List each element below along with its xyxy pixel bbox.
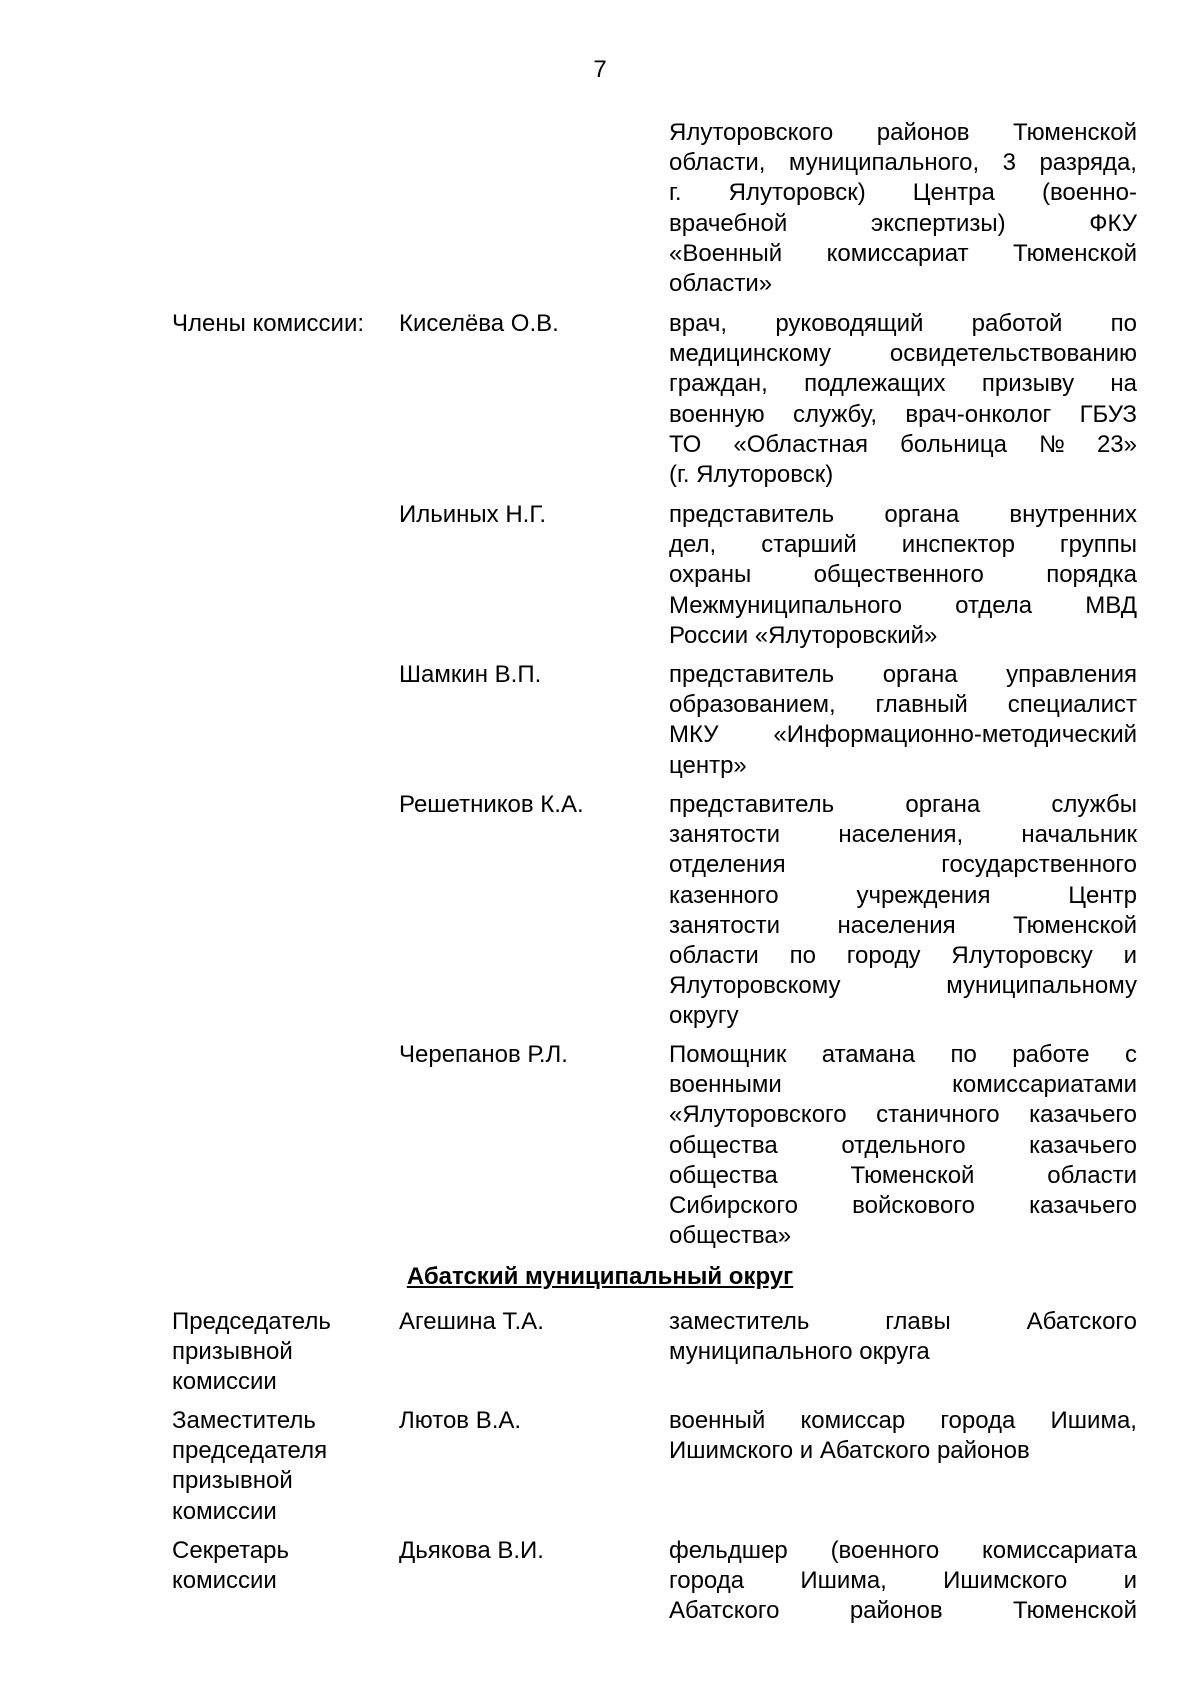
desc-line: фельдшер (военного комиссариата	[669, 1537, 1137, 1564]
desc-line: представитель органа внутренних	[669, 501, 1137, 528]
member-description	[669, 1406, 1137, 1466]
desc-line: муниципального округа	[669, 1338, 930, 1366]
desc-line: г. Ялуторовск) Центра (военно-	[669, 179, 1137, 207]
desc-line: военную службу, врач-онколог ГБУЗ	[669, 400, 1137, 428]
desc-line: Абатского районов Тюменской	[669, 1597, 1137, 1625]
desc-line: (г. Ялуторовск)	[669, 461, 834, 489]
role-label	[172, 1406, 397, 1527]
top-continuation-text	[669, 118, 1137, 299]
desc-line: граждан, подлежащих призыву на	[669, 370, 1137, 398]
desc-line: области по городу Ялуторовску и	[669, 942, 1137, 970]
desc-line: занятости населения, начальник	[669, 821, 1137, 849]
member-description	[669, 500, 1137, 651]
member-name: Лютов В.А.	[399, 1407, 522, 1434]
desc-line: военными комиссариатами	[669, 1071, 1137, 1099]
member-name: Решетников К.А.	[399, 791, 584, 818]
desc-line: Ялуторовского районов Тюменской	[669, 119, 1137, 146]
desc-line: образованием, главный специалист	[669, 691, 1137, 719]
page-number: 7	[593, 56, 607, 83]
desc-line: представитель органа управления	[669, 661, 1137, 688]
member-name: Агешина Т.А.	[399, 1308, 544, 1335]
role-line: призывной	[172, 1467, 293, 1495]
member-name: Черепанов Р.Л.	[399, 1041, 568, 1068]
member-description	[669, 309, 1137, 490]
desc-line: Помощник атамана по работе с	[669, 1041, 1137, 1068]
role-line: призывной	[172, 1338, 293, 1366]
desc-line: казенного учреждения Центр	[669, 881, 1137, 909]
desc-line: Сибирского войскового казачьего	[669, 1192, 1137, 1220]
role-line: Председатель	[172, 1308, 331, 1335]
member-name: Дьякова В.И.	[399, 1537, 544, 1564]
member-description	[669, 1307, 1137, 1367]
role-line: комиссии	[172, 1368, 277, 1396]
desc-line: Ялуторовскому муниципальному	[669, 972, 1137, 1000]
member-name: Шамкин В.П.	[399, 661, 542, 688]
desc-line: округу	[669, 1002, 739, 1030]
desc-line: врачебной экспертизы) ФКУ	[669, 209, 1137, 237]
desc-line: области»	[669, 270, 773, 298]
desc-line: России «Ялуторовский»	[669, 621, 938, 649]
role-label	[172, 1536, 397, 1596]
role-line: комиссии	[172, 1497, 277, 1525]
desc-line: представитель органа службы	[669, 791, 1137, 818]
member-name: Киселёва О.В.	[399, 310, 559, 337]
desc-line: занятости населения Тюменской	[669, 911, 1137, 939]
role-line: Секретарь	[172, 1537, 289, 1564]
desc-line: области, муниципального, 3 разряда,	[669, 149, 1137, 177]
desc-line: города Ишима, Ишимского и	[669, 1567, 1137, 1595]
members-role-label: Члены комиссии:	[172, 310, 365, 337]
desc-line: «Ялуторовского станичного казачьего	[669, 1101, 1137, 1129]
role-label	[172, 1307, 397, 1398]
role-line: председателя	[172, 1437, 328, 1465]
desc-line: отделения государственного	[669, 851, 1137, 879]
desc-line: общества»	[669, 1222, 792, 1250]
desc-line: общества отдельного казачьего	[669, 1131, 1137, 1159]
desc-line: охраны общественного порядка	[669, 561, 1137, 589]
role-line: комиссии	[172, 1567, 277, 1595]
member-description	[669, 790, 1137, 1032]
member-description	[669, 1536, 1137, 1627]
desc-line: врач, руководящий работой по	[669, 310, 1137, 337]
desc-line: МКУ «Информационно-методический	[669, 721, 1137, 749]
member-description	[669, 660, 1137, 781]
member-name: Ильиных Н.Г.	[399, 501, 547, 528]
member-description	[669, 1040, 1137, 1251]
desc-line: Ишимского и Абатского районов	[669, 1437, 1030, 1465]
desc-line: дел, старший инспектор группы	[669, 531, 1137, 559]
section-heading: Абатский муниципальный округ	[406, 1263, 794, 1290]
desc-line: медицинскому освидетельствованию	[669, 340, 1137, 368]
desc-line: центр»	[669, 751, 747, 779]
desc-line: «Военный комиссариат Тюменской	[669, 239, 1137, 267]
desc-line: Межмуниципального отдела МВД	[669, 591, 1137, 619]
desc-line: общества Тюменской области	[669, 1161, 1137, 1189]
role-line: Заместитель	[172, 1407, 316, 1434]
desc-line: военный комиссар города Ишима,	[669, 1407, 1137, 1434]
desc-line: ТО «Областная больница № 23»	[669, 430, 1137, 458]
desc-line: заместитель главы Абатского	[669, 1308, 1137, 1335]
